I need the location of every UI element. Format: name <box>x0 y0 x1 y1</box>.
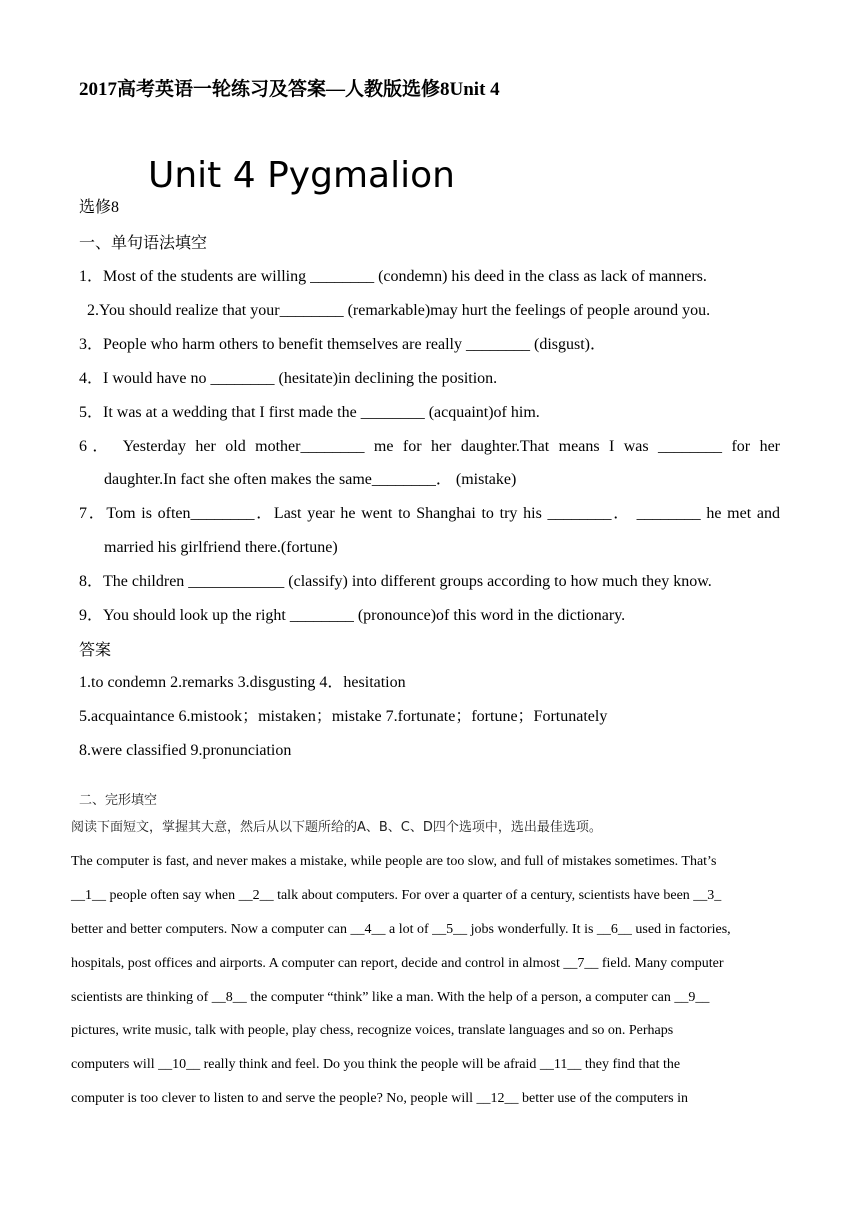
question-8: 8．The children ____________ (classify) into different groups according to how much they know. <box>79 573 712 590</box>
question-7-line-1: 7．Tom is often________．Last year he went to Shanghai to try his ________． ________ he met and <box>79 505 780 522</box>
question-2: 2.You should realize that your________ (remarkable)may hurt the feelings of people around you. <box>87 302 711 319</box>
passage-line-5: scientists are thinking of __8__ the computer “think” like a man. With the help of a person, a computer can __9__ <box>71 990 710 1005</box>
document-title: 2017高考英语一轮练习及答案—人教版选修8Unit 4 <box>79 79 500 100</box>
section2-heading: 二、完形填空 <box>79 793 158 808</box>
question-6-line-1: 6． Yesterday her old mother________ me for her daughter.That means I was ________ for her <box>79 438 780 455</box>
question-9: 9．You should look up the right ________ (pronounce)of this word in the dictionary. <box>79 607 626 624</box>
module-label: 选修8 <box>79 199 120 216</box>
passage-line-7: computers will __10__ really think and feel. Do you think the people will be afraid __11__ they find that the <box>71 1057 681 1072</box>
question-6-line-2: daughter.In fact she often makes the same________． (mistake) <box>104 471 517 488</box>
passage-line-6: pictures, write music, talk with people, play chess, recognize voices, translate languages and so on. Perhaps <box>71 1023 674 1038</box>
question-4: 4．I would have no ________ (hesitate)in declining the position. <box>79 370 498 387</box>
passage-line-8: computer is too clever to listen to and serve the people? No, people will __12__ better use of the computers in <box>71 1091 688 1106</box>
answers-line-3: 8.were classified 9.pronunciation <box>79 742 292 759</box>
question-5: 5．It was at a wedding that I first made the ________ (acquaint)of him. <box>79 404 540 421</box>
passage-line-3: better and better computers. Now a computer can __4__ a lot of __5__ jobs wonderfully. It is __6__ used in factories, <box>71 922 731 937</box>
section1-heading: 一、单句语法填空 <box>79 233 208 252</box>
passage-line-1: The computer is fast, and never makes a mistake, while people are too slow, and full of mistakes sometimes. That’s <box>71 854 717 869</box>
unit-heading: Unit 4 Pygmalion <box>148 155 455 196</box>
question-1: 1．Most of the students are willing ________ (condemn) his deed in the class as lack of manners. <box>79 268 707 285</box>
passage-line-2: __1__ people often say when __2__ talk about computers. For over a quarter of a century, scientists have been __3_ <box>71 888 722 903</box>
answers-heading: 答案 <box>79 640 112 659</box>
answers-line-2: 5.acquaintance 6.mistook；mistaken；mistake 7.fortunate；fortune；Fortunately <box>79 708 608 725</box>
question-7-line-2: married his girlfriend there.(fortune) <box>104 539 338 556</box>
passage-line-4: hospitals, post offices and airports. A computer can report, decide and control in almost __7__ field. Many computer <box>71 956 724 971</box>
answers-line-1: 1.to condemn 2.remarks 3.disgusting 4．hesitation <box>79 674 406 691</box>
section2-instruction: 阅读下面短文，掌握其大意，然后从以下题所给的A、B、C、D四个选项中，选出最佳选项。 <box>71 820 602 835</box>
question-3: 3．People who harm others to benefit themselves are really ________ (disgust)． <box>79 336 606 353</box>
